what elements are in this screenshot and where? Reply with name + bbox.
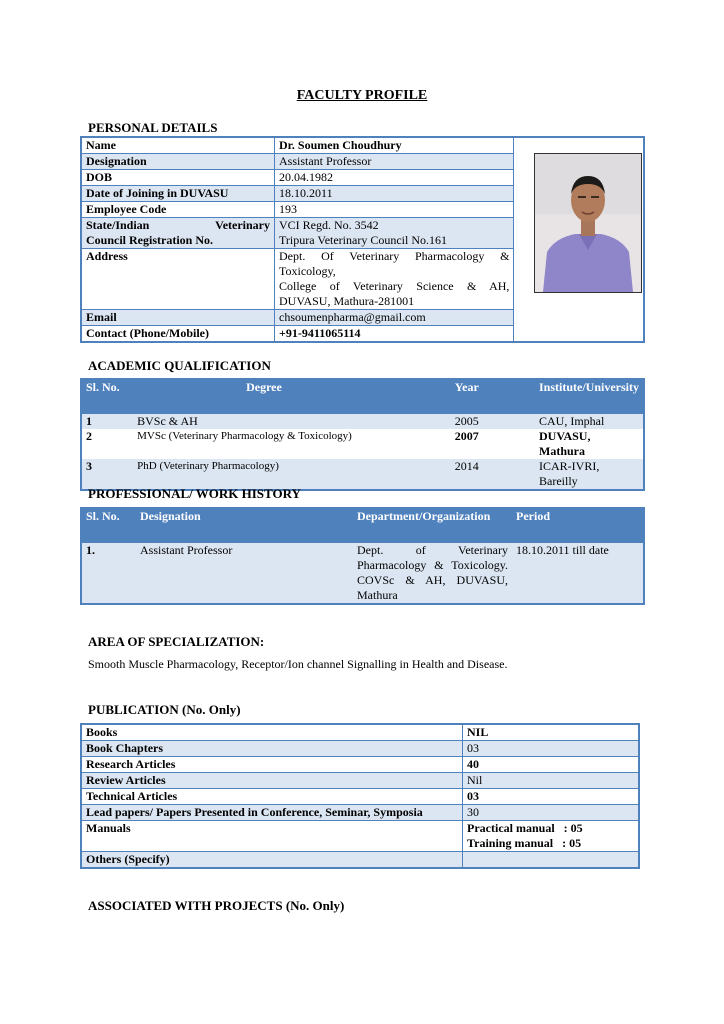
pub-value-research-articles: 40 (463, 757, 640, 773)
address-value (275, 249, 514, 310)
personal-details-heading: PERSONAL DETAILS (88, 120, 218, 135)
work-department: Dept. of Veterinary Pharmacology & Toxicology. COVSc & AH, DUVASU, Mathura (353, 543, 512, 604)
work-period: 18.10.2011 till date (512, 543, 644, 604)
work-header-row (81, 508, 644, 543)
registration-value-line1: VCI Regd. No. 3542 (279, 218, 379, 232)
person-photo-icon (535, 154, 641, 292)
academic-sl: 2 (81, 429, 133, 459)
designation-label: Designation (81, 154, 275, 170)
academic-institute: CAU, Imphal (535, 414, 644, 429)
joining-date-value: 18.10.2011 (275, 186, 514, 202)
pub-value-others (463, 852, 640, 869)
email-label: Email (81, 310, 275, 326)
registration-value-line2: Tripura Veterinary Council No.161 (279, 233, 447, 247)
pub-label-research-articles: Research Articles (81, 757, 463, 773)
pub-label-manuals: Manuals (81, 821, 463, 852)
profile-photo (534, 153, 642, 293)
dob-label: DOB (81, 170, 275, 186)
work-sl-header: Sl. No. (86, 509, 120, 523)
address-label: Address (81, 249, 275, 310)
academic-header-row (81, 379, 644, 414)
address-line3: College of Veterinary Science & AH, (279, 279, 510, 293)
pub-label-others: Others (Specify) (81, 852, 463, 869)
academic-institute: DUVASU, Mathura (535, 429, 644, 459)
designation-value: Assistant Professor (275, 154, 514, 170)
work-sl: 1. (81, 543, 136, 604)
academic-year: 2005 (451, 414, 535, 429)
publication-heading: PUBLICATION (No. Only) (88, 702, 241, 717)
pub-value-technical-articles: 03 (463, 789, 640, 805)
academic-year: 2007 (451, 429, 535, 459)
employee-code-label: Employee Code (81, 202, 275, 218)
pub-label-book-chapters: Book Chapters (81, 741, 463, 757)
work-heading: PROFESSIONAL/ WORK HISTORY (88, 486, 301, 501)
pub-value-lead-papers: 30 (463, 805, 640, 821)
specialization-heading: AREA OF SPECIALIZATION: (88, 634, 265, 649)
academic-sl-header: Sl. No. (86, 380, 120, 394)
academic-sl: 3 (81, 459, 133, 490)
registration-value (275, 218, 514, 249)
name-value: Dr. Soumen Choudhury (275, 137, 514, 154)
dob-value: 20.04.1982 (275, 170, 514, 186)
pub-value-review-articles: Nil (463, 773, 640, 789)
email-value: chsoumenpharma@gmail.com (275, 310, 514, 326)
work-designation-header: Designation (140, 509, 201, 523)
work-period-header: Period (516, 509, 550, 523)
specialization-text: Smooth Muscle Pharmacology, Receptor/Ion channel Signalling in Health and Disease. (88, 657, 508, 671)
joining-date-label: Date of Joining in DUVASU (81, 186, 275, 202)
page-title: FACULTY PROFILE (296, 88, 428, 103)
registration-label (81, 218, 275, 249)
academic-degree: PhD (Veterinary Pharmacology) (133, 459, 451, 490)
contact-value: +91-9411065114 (275, 326, 514, 343)
work-table (80, 507, 645, 605)
academic-degree: MVSc (Veterinary Pharmacology & Toxicology) (133, 429, 451, 459)
address-line2: Toxicology, (279, 264, 336, 278)
academic-institute-header: Institute/University (539, 380, 639, 394)
manual-training: Training manual : 05 (467, 836, 582, 850)
academic-row (81, 414, 644, 429)
pub-label-lead-papers: Lead papers/ Papers Presented in Conference, Seminar, Symposia (81, 805, 463, 821)
publication-table (80, 723, 640, 869)
academic-year-header: Year (454, 380, 479, 394)
pub-value-books: NIL (463, 724, 640, 741)
academic-institute: ICAR-IVRI, Bareilly (535, 459, 644, 490)
pub-value-manuals (463, 821, 640, 852)
academic-heading: ACADEMIC QUALIFICATION (88, 358, 271, 373)
academic-degree-header: Degree (246, 380, 282, 394)
academic-row (81, 429, 644, 459)
academic-degree: BVSc & AH (133, 414, 451, 429)
pub-label-books: Books (81, 724, 463, 741)
pub-label-review-articles: Review Articles (81, 773, 463, 789)
contact-label: Contact (Phone/Mobile) (81, 326, 275, 343)
academic-sl: 1 (81, 414, 133, 429)
projects-heading: ASSOCIATED WITH PROJECTS (No. Only) (88, 898, 345, 913)
work-designation: Assistant Professor (136, 543, 353, 604)
address-line4: DUVASU, Mathura-281001 (279, 294, 415, 308)
academic-year: 2014 (451, 459, 535, 490)
manual-practical: Practical manual : 05 (467, 821, 583, 835)
work-department-header: Department/Organization (357, 509, 491, 523)
registration-label-line1: State/Indian Veterinary (86, 218, 271, 232)
work-row (81, 543, 644, 604)
address-line1: Dept. Of Veterinary Pharmacology & (279, 249, 510, 263)
registration-label-line2: Council Registration No. (86, 233, 213, 247)
pub-label-technical-articles: Technical Articles (81, 789, 463, 805)
academic-table (80, 378, 645, 491)
employee-code-value: 193 (275, 202, 514, 218)
name-label: Name (81, 137, 275, 154)
pub-value-book-chapters: 03 (463, 741, 640, 757)
